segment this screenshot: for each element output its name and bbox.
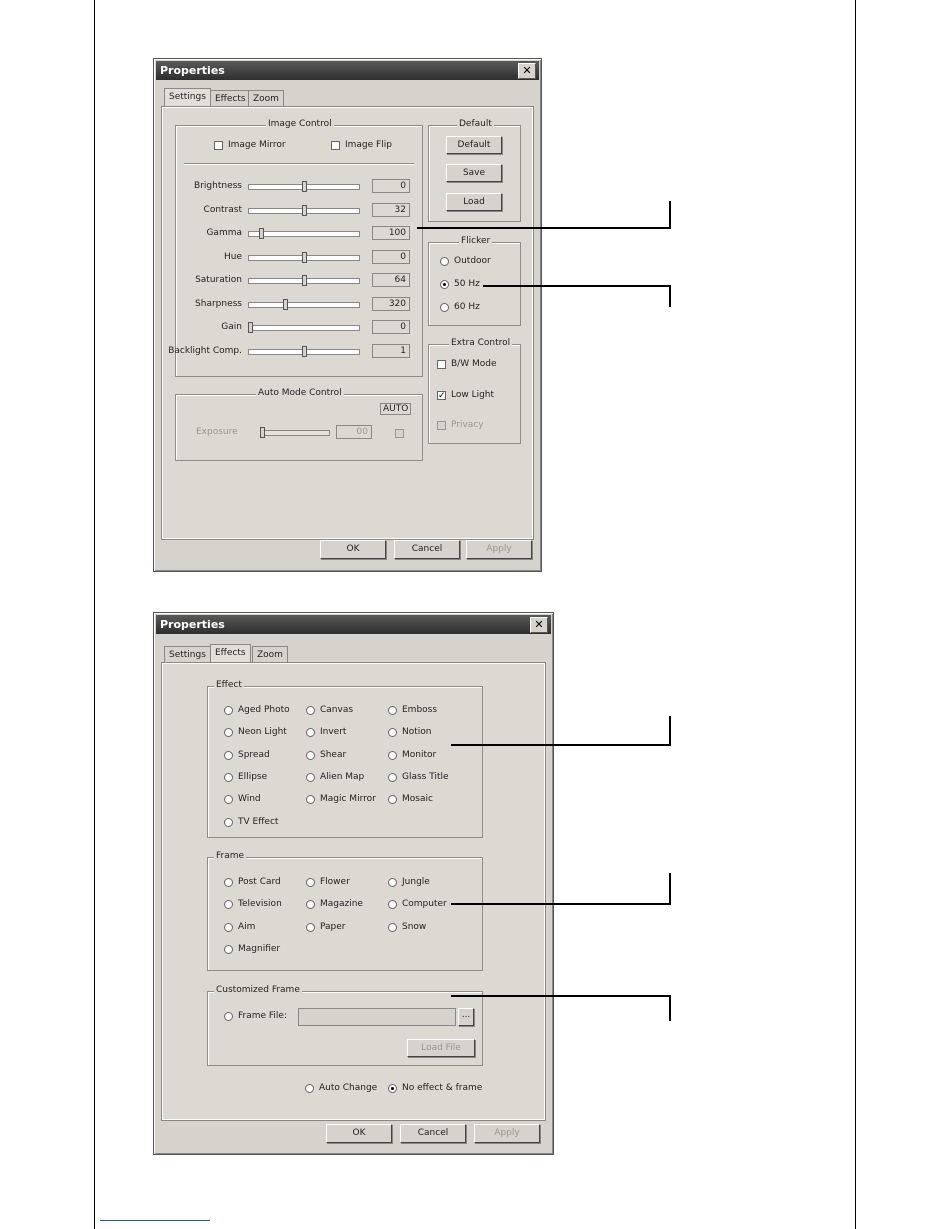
slider-thumb[interactable] xyxy=(302,252,307,263)
low-light-label: Low Light xyxy=(451,390,495,400)
effect-group xyxy=(207,680,483,838)
slider-label: Hue xyxy=(223,251,242,262)
close-icon[interactable]: ✕ xyxy=(530,617,548,633)
option-radio[interactable] xyxy=(388,728,397,737)
exposure-label: Exposure xyxy=(196,427,238,437)
option-label: Shear xyxy=(320,749,347,760)
option-label: Spread xyxy=(238,749,270,760)
image-flip-label: Image Flip xyxy=(345,140,392,150)
slider-value: 320 xyxy=(372,297,410,311)
tab-strip xyxy=(164,646,524,664)
option-label: Neon Light xyxy=(238,727,287,738)
slider-value: 64 xyxy=(372,273,410,287)
slider-row xyxy=(176,178,422,196)
slider-label: Gain xyxy=(221,322,242,332)
image-flip-checkbox[interactable] xyxy=(331,141,340,150)
cancel-button[interactable]: Cancel xyxy=(400,1124,466,1143)
auto-exposure-checkbox[interactable] xyxy=(395,429,404,438)
tab-effects[interactable]: Effects xyxy=(210,644,251,662)
slider-thumb[interactable] xyxy=(302,205,307,216)
default-title: Default xyxy=(459,119,492,129)
option-label: Post Card xyxy=(238,877,281,887)
customized-frame-title: Customized Frame xyxy=(216,985,300,995)
option-label: Wind xyxy=(238,794,261,805)
dialog-title: Properties xyxy=(160,64,225,77)
frame-title: Frame xyxy=(216,851,245,861)
callout-line-3 xyxy=(451,744,671,746)
image-mirror-checkbox[interactable] xyxy=(214,141,223,150)
privacy-checkbox[interactable] xyxy=(437,421,446,430)
apply-button[interactable]: Apply xyxy=(466,540,532,559)
privacy-label: Privacy xyxy=(451,420,484,430)
option-radio[interactable] xyxy=(224,706,233,715)
frame-file-label: Frame File: xyxy=(238,1011,287,1021)
flicker-title: Flicker xyxy=(461,236,491,246)
option-label: Mosaic xyxy=(402,794,433,805)
option-radio[interactable] xyxy=(224,818,233,827)
option-radio[interactable] xyxy=(306,728,315,737)
option-radio[interactable] xyxy=(224,923,233,932)
option-label: Canvas xyxy=(320,705,354,715)
option-label: TV Effect xyxy=(238,816,279,827)
option-radio[interactable] xyxy=(306,773,315,782)
callout-line-4-tick xyxy=(669,873,671,905)
save-button[interactable]: Save xyxy=(446,164,502,182)
option-radio[interactable] xyxy=(224,945,233,954)
slider-value: 0 xyxy=(372,250,410,264)
exposure-slider-thumb[interactable] xyxy=(260,427,265,438)
dialog-title: Properties xyxy=(160,618,225,631)
option-label: Magic Mirror xyxy=(320,794,376,805)
option-label: Paper xyxy=(320,921,346,932)
flicker-group xyxy=(428,236,521,326)
slider-label: Contrast xyxy=(203,204,242,215)
option-radio[interactable] xyxy=(224,728,233,737)
option-radio[interactable] xyxy=(306,878,315,887)
option-label: Computer xyxy=(402,899,447,910)
slider-value: 0 xyxy=(372,179,410,193)
50hz-label: 50 Hz xyxy=(454,279,480,289)
slider-label: Sharpness xyxy=(195,298,242,309)
option-label: Aged Photo xyxy=(238,705,290,715)
slider-label: Gamma xyxy=(206,228,242,238)
option-label: Magnifier xyxy=(238,943,281,954)
60hz-label: 60 Hz xyxy=(454,302,480,312)
no-effect-label: No effect & frame xyxy=(402,1083,483,1093)
slider-label: Saturation xyxy=(195,275,242,285)
auto-mode-group xyxy=(175,388,423,461)
slider-track[interactable] xyxy=(248,302,360,308)
browse-button[interactable]: ... xyxy=(458,1008,474,1026)
option-radio[interactable] xyxy=(388,900,397,909)
page-left-border xyxy=(94,0,95,1229)
option-radio[interactable] xyxy=(306,706,315,715)
slider-value: 32 xyxy=(372,203,410,217)
slider-row xyxy=(176,296,422,314)
tab-zoom[interactable]: Zoom xyxy=(248,90,284,106)
frame-group xyxy=(207,851,483,971)
tab-strip xyxy=(164,90,524,108)
settings-panel xyxy=(162,107,533,539)
option-label: Television xyxy=(238,899,282,910)
slider-thumb[interactable] xyxy=(248,322,253,333)
slider-thumb[interactable] xyxy=(302,275,307,286)
footnote-rule xyxy=(100,1220,210,1221)
option-label: Alien Map xyxy=(320,771,365,782)
effects-panel xyxy=(162,663,545,1120)
slider-thumb[interactable] xyxy=(302,181,307,192)
default-button[interactable]: Default xyxy=(446,136,502,154)
load-button[interactable]: Load xyxy=(446,193,502,211)
slider-row xyxy=(176,249,422,267)
slider-value: 1 xyxy=(372,344,410,358)
apply-button[interactable]: Apply xyxy=(474,1124,540,1143)
option-radio[interactable] xyxy=(388,878,397,887)
properties-dialog-effects xyxy=(153,612,554,1155)
bw-mode-label: B/W Mode xyxy=(451,359,497,369)
divider xyxy=(184,163,414,165)
bw-mode-checkbox[interactable] xyxy=(437,360,446,369)
auto-mode-title: Auto Mode Control xyxy=(258,388,342,398)
slider-value: 100 xyxy=(372,226,410,240)
slider-track[interactable] xyxy=(248,325,360,331)
option-label: Flower xyxy=(320,877,350,887)
option-radio[interactable] xyxy=(306,923,315,932)
option-radio[interactable] xyxy=(388,773,397,782)
callout-line-5-tick xyxy=(669,995,671,1021)
callout-line-4 xyxy=(451,903,671,905)
dialog-titlebar xyxy=(156,61,539,80)
auto-label: AUTO xyxy=(380,403,411,415)
slider-thumb[interactable] xyxy=(259,228,264,239)
option-label: Jungle xyxy=(402,877,430,887)
callout-line-3-tick xyxy=(669,716,671,746)
option-radio[interactable] xyxy=(306,751,315,760)
slider-row xyxy=(168,343,422,361)
effect-title: Effect xyxy=(216,680,242,690)
option-radio[interactable] xyxy=(306,900,315,909)
low-light-checkbox[interactable]: ✓ xyxy=(438,391,446,401)
no-effect-radio[interactable] xyxy=(388,1084,397,1093)
close-icon[interactable]: ✕ xyxy=(518,63,536,79)
image-mirror-label: Image Mirror xyxy=(228,140,286,150)
default-group xyxy=(428,119,521,222)
properties-dialog-settings xyxy=(153,58,542,572)
option-radio[interactable] xyxy=(224,878,233,887)
option-radio[interactable] xyxy=(306,795,315,804)
tab-effects[interactable]: Effects xyxy=(210,90,251,106)
option-label: Ellipse xyxy=(238,771,268,782)
slider-label: Brightness xyxy=(194,181,242,191)
option-radio[interactable] xyxy=(224,751,233,760)
extra-control-title: Extra Control xyxy=(451,338,511,348)
option-label: Invert xyxy=(320,727,347,738)
option-radio[interactable] xyxy=(224,773,233,782)
customized-frame-group xyxy=(207,985,483,1066)
callout-line-1 xyxy=(417,227,671,229)
cancel-button[interactable]: Cancel xyxy=(394,540,460,559)
callout-line-5 xyxy=(451,995,671,997)
tab-settings[interactable]: Settings xyxy=(164,88,211,106)
auto-change-label: Auto Change xyxy=(319,1083,378,1093)
auto-change-radio[interactable] xyxy=(305,1084,314,1093)
ok-button[interactable]: OK xyxy=(326,1124,392,1143)
slider-row xyxy=(176,202,422,220)
image-control-group xyxy=(168,119,423,377)
tab-settings[interactable]: Settings xyxy=(164,646,211,662)
load-file-button[interactable]: Load File xyxy=(407,1039,475,1057)
slider-thumb[interactable] xyxy=(283,299,288,310)
callout-line-2-tick xyxy=(669,285,671,307)
option-radio[interactable] xyxy=(224,900,233,909)
tab-zoom[interactable]: Zoom xyxy=(252,646,288,662)
outdoor-radio[interactable] xyxy=(440,257,449,266)
option-radio[interactable] xyxy=(224,795,233,804)
slider-track[interactable] xyxy=(248,231,360,237)
slider-row xyxy=(176,272,422,290)
slider-thumb[interactable] xyxy=(302,346,307,357)
dialog-titlebar xyxy=(156,615,551,634)
extra-control-group xyxy=(428,338,521,444)
option-label: Notion xyxy=(402,727,432,738)
option-label: Emboss xyxy=(402,705,438,715)
callout-line-2 xyxy=(483,285,671,287)
option-radio[interactable] xyxy=(388,751,397,760)
exposure-slider[interactable] xyxy=(260,430,330,436)
exposure-value: 00 xyxy=(336,425,372,439)
option-label: Aim xyxy=(238,921,256,932)
outdoor-label: Outdoor xyxy=(454,256,491,266)
option-label: Snow xyxy=(402,921,427,932)
callout-line-1-tick xyxy=(669,201,671,229)
option-radio[interactable] xyxy=(388,706,397,715)
page-right-border xyxy=(855,0,856,1229)
slider-row xyxy=(176,225,422,243)
option-radio[interactable] xyxy=(388,923,397,932)
frame-file-radio[interactable] xyxy=(224,1012,233,1021)
slider-value: 0 xyxy=(372,320,410,334)
frame-file-input[interactable] xyxy=(298,1008,456,1026)
ok-button[interactable]: OK xyxy=(320,540,386,559)
option-label: Monitor xyxy=(402,749,437,760)
option-label: Glass Title xyxy=(402,771,449,782)
slider-row xyxy=(176,319,422,337)
option-radio[interactable] xyxy=(388,795,397,804)
50hz-radio[interactable] xyxy=(440,280,449,289)
slider-label: Backlight Comp. xyxy=(168,345,242,356)
image-control-title: Image Control xyxy=(268,119,332,129)
option-label: Magazine xyxy=(320,899,363,910)
60hz-radio[interactable] xyxy=(440,303,449,312)
